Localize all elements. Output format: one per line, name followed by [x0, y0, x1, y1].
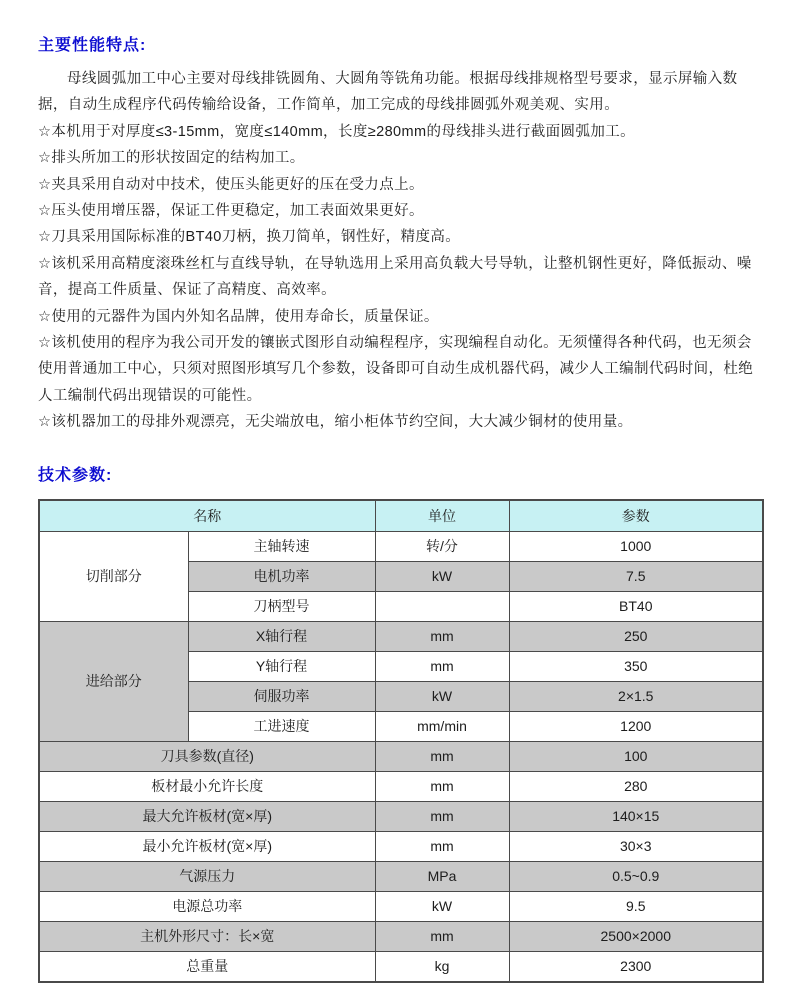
features-heading: 主要性能特点:	[38, 37, 147, 54]
table-row	[39, 831, 763, 861]
spec-name-cell: 工进速度	[188, 711, 375, 741]
spec-unit-cell	[375, 591, 509, 621]
col-header-name: 名称	[39, 500, 375, 532]
feature-item: ☆本机用于对厚度≤3-15mm，宽度≤140mm，长度≥280mm的母线排头进行截面圆弧加工。	[38, 123, 636, 140]
spec-unit-cell: mm	[375, 741, 509, 771]
spec-unit-cell: kW	[375, 681, 509, 711]
spec-name-cell: 板材最小允许长度	[39, 771, 375, 801]
spec-unit-cell: mm	[375, 831, 509, 861]
intro-paragraph: 母线圆弧加工中心主要对母线排铣圆角、大圆角等铣角功能。根据母线排规格型号要求，显示屏输入数据，自动生成程序代码传输给设备，工作简单，加工完成的母线排圆弧外观美观、实用。	[38, 71, 738, 114]
spec-group-cell: 进给部分	[39, 621, 188, 741]
table-row	[39, 771, 763, 801]
spec-name-cell: Y轴行程	[188, 651, 375, 681]
spec-unit-cell: mm	[375, 771, 509, 801]
spec-value-cell: 30×3	[509, 831, 763, 861]
spec-unit-cell: mm	[375, 921, 509, 951]
feature-item: ☆夹具采用自动对中技术，使压头能更好的压在受力点上。	[38, 176, 424, 193]
spec-name-cell: 刀具参数(直径)	[39, 741, 375, 771]
features-section	[38, 66, 762, 436]
spec-value-cell: 0.5~0.9	[509, 861, 763, 891]
table-row	[39, 801, 763, 831]
spec-value-cell: 140×15	[509, 801, 763, 831]
spec-value-cell: 2×1.5	[509, 681, 763, 711]
spec-name-cell: 最小允许板材(宽×厚)	[39, 831, 375, 861]
feature-item: ☆排头所加工的形状按固定的结构加工。	[38, 150, 305, 167]
spec-name-cell: 主轴转速	[188, 531, 375, 561]
spec-unit-cell: mm	[375, 621, 509, 651]
spec-value-cell: 280	[509, 771, 763, 801]
table-row	[39, 861, 763, 891]
spec-name-cell: 电机功率	[188, 561, 375, 591]
col-header-value: 参数	[509, 500, 763, 532]
spec-unit-cell: 转/分	[375, 531, 509, 561]
col-header-unit: 单位	[375, 500, 509, 532]
spec-value-cell: 1000	[509, 531, 763, 561]
table-header-row	[39, 500, 763, 532]
spec-name-cell: 主机外形尺寸：长×宽	[39, 921, 375, 951]
spec-name-cell: 气源压力	[39, 861, 375, 891]
spec-value-cell: 9.5	[509, 891, 763, 921]
table-row	[39, 951, 763, 982]
spec-value-cell: 250	[509, 621, 763, 651]
spec-name-cell: 最大允许板材(宽×厚)	[39, 801, 375, 831]
table-row	[39, 741, 763, 771]
spec-name-cell: 总重量	[39, 951, 375, 982]
spec-value-cell: 7.5	[509, 561, 763, 591]
spec-unit-cell: mm	[375, 651, 509, 681]
spec-value-cell: BT40	[509, 591, 763, 621]
spec-name-cell: 伺服功率	[188, 681, 375, 711]
spec-value-cell: 2500×2000	[509, 921, 763, 951]
spec-unit-cell: mm/min	[375, 711, 509, 741]
table-row	[39, 921, 763, 951]
feature-item: ☆该机器加工的母排外观漂亮，无尖端放电，缩小柜体节约空间，大大减少铜材的使用量。	[38, 414, 633, 431]
feature-item: ☆刀具采用国际标准的BT40刀柄，换刀简单，钢性好，精度高。	[38, 229, 461, 246]
spec-group-cell: 切削部分	[39, 531, 188, 621]
spec-value-cell: 100	[509, 741, 763, 771]
specs-table	[38, 499, 764, 983]
spec-value-cell: 2300	[509, 951, 763, 982]
feature-item: ☆该机使用的程序为我公司开发的镶嵌式图形自动编程程序，实现编程自动化。无须懂得各种代码，也无须会使用普通加工中心，只须对照图形填写几个参数，设备即可自动生成机器代码，减少人工编制代码时间，杜绝人工编制代码出现错误的可能性。	[38, 335, 754, 404]
table-row	[39, 531, 763, 561]
spec-name-cell: 刀柄型号	[188, 591, 375, 621]
spec-unit-cell: kW	[375, 561, 509, 591]
spec-value-cell: 1200	[509, 711, 763, 741]
spec-name-cell: 电源总功率	[39, 891, 375, 921]
feature-item: ☆压头使用增压器，保证工件更稳定，加工表面效果更好。	[38, 203, 424, 220]
params-heading: 技术参数:	[38, 466, 113, 484]
spec-unit-cell: MPa	[375, 861, 509, 891]
table-row	[39, 891, 763, 921]
feature-item: ☆使用的元器件为国内外知名品牌，使用寿命长，质量保证。	[38, 308, 439, 325]
feature-item: ☆该机采用高精度滚珠丝杠与直线导轨，在导轨选用上采用高负载大号导轨，让整机钢性更好，降低振动、噪音，提高工件质量、保证了高精度、高效率。	[38, 255, 752, 299]
table-row	[39, 621, 763, 651]
spec-unit-cell: kW	[375, 891, 509, 921]
spec-name-cell: X轴行程	[188, 621, 375, 651]
spec-value-cell: 350	[509, 651, 763, 681]
spec-unit-cell: kg	[375, 951, 509, 982]
spec-unit-cell: mm	[375, 801, 509, 831]
